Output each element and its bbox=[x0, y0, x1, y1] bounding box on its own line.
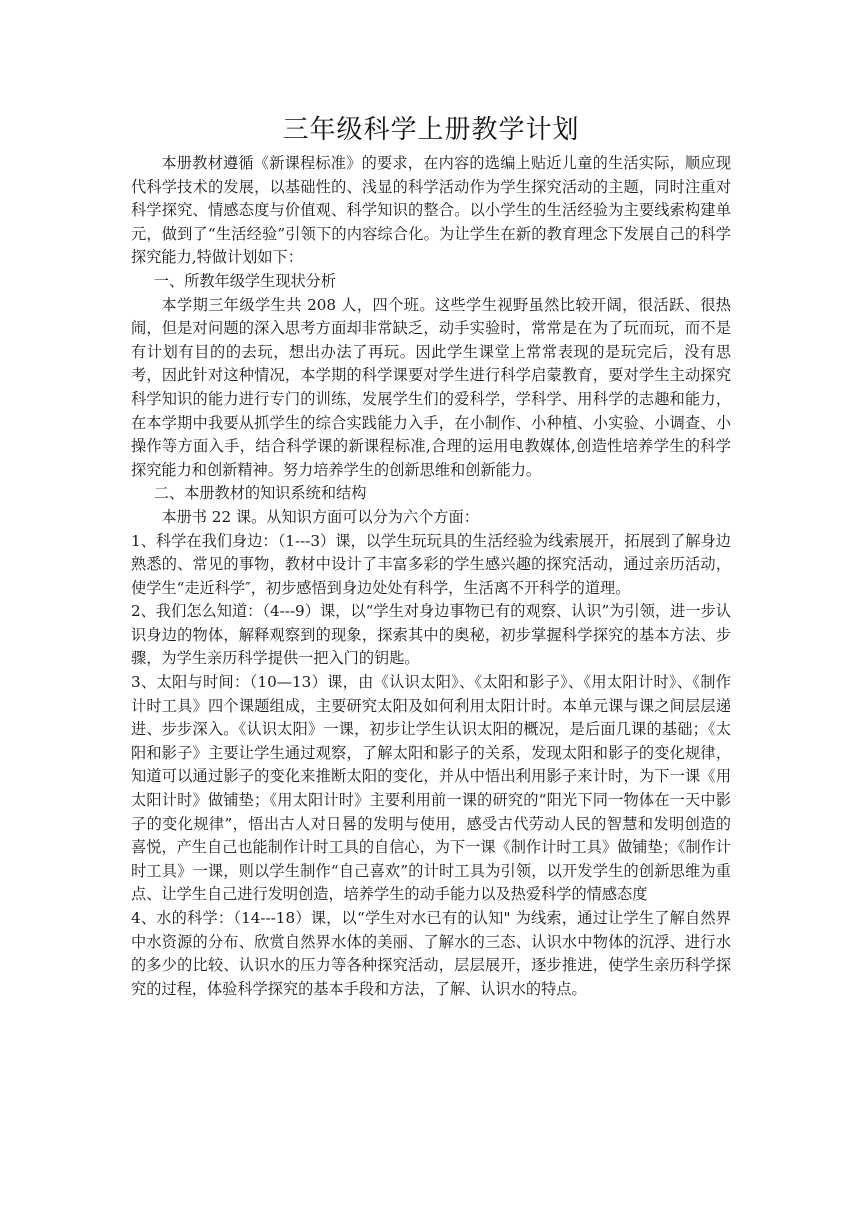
section-1-paragraph: 本学期三年级学生共 208 人，四个班。这些学生视野虽然比较开阔，很活跃、很热闹，但是对问题的深入思考方面却非常缺乏，动手实验时，常常是在为了玩而玩，而不是有计划有目的的去玩，想出办法了再玩。因此学生课堂上常常表现的是玩完后，没有思考，因此针对这种情况，本学期的科学课要对学生进行科学启蒙教育，要对学生主动探究科学知识的能力进行专门的训练，发展学生们的爱科学，学科学、用科学的志趣和能力，在本学期中我要从抓学生的综合实践能力入手，在小制作、小种植、小实验、小调查、小操作等方面入手，结合科学课的新课程标准,合理的运用电教媒体,创造性培养学生的科学探究能力和创新精神。努力培养学生的创新思维和创新能力。 bbox=[131, 295, 731, 479]
list-item-1: 1、科学在我们身边：（1---3）课，以学生玩玩具的生活经验为线索展开，拓展到了解身边熟悉的、常见的事物，教材中设计了丰富多彩的学生感兴趣的探究活动，通过亲历活动，使学生“走近科学″，初步感悟到身边处处有科学，生活离不开科学的道理。 bbox=[131, 531, 731, 597]
list-item-3: 3、太阳与时间：（10—13）课，由《认识太阳》、《太阳和影子》、《用太阳计时》、《制作计时工具》四个课题组成，主要研究太阳及如何利用太阳计时。本单元课与课之间层层递进、步步深入。《认识太阳》一课，初步让学生认识太阳的概况，是后面几课的基础；《太阳和影子》主要让学生通过观察，了解太阳和影子的关系，发现太阳和影子的变化规律，知道可以通过影子的变化来推断太阳的变化，并从中悟出利用影子来计时，为下一课《用太阳计时》做铺垫；《用太阳计时》主要利用前一课的研究的“阳光下同一物体在一天中影子的变化规律”，悟出古人对日晷的发明与使用，感受古代劳动人民的智慧和发明创造的喜悦，产生自己也能制作计时工具的自信心，为下一课《制作计时工具》做铺垫；《制作计时工具》一课，则以学生制作“自己喜欢”的计时工具为引领，以开发学生的创新思维为重点、让学生自己进行发明创造，培养学生的动手能力以及热爱科学的情感态度 bbox=[131, 673, 731, 904]
document-title: 三年级科学上册教学计划 bbox=[282, 115, 580, 145]
list-item-4: 4、水的科学：（14---18）课，以“学生对水已有的认知" 为线索，通过让学生了解自然界中水资源的分布、欣赏自然界水体的美丽、了解水的三态、认识水中物体的沉浮、进行水的多少的比较、认识水的压力等各种探究活动，层层展开，逐步推进，使学生亲历科学探究的过程，体验科学探究的基本手段和方法，了解、认识水的特点。 bbox=[131, 909, 731, 998]
document-body bbox=[131, 112, 731, 1001]
section-2-intro: 本册书 22 课。从知识方面可以分为六个方面： bbox=[161, 507, 479, 526]
section-2-heading: 二、本册教材的知识系统和结构 bbox=[153, 484, 367, 503]
intro-paragraph: 本册教材遵循《新课程标准》的要求，在内容的选编上贴近儿童的生活实际，顺应现代科学技术的发展，以基础性的、浅显的科学活动作为学生探究活动的主题，同时注重对科学探究、情感态度与价值观、科学知识的整合。以小学生的生活经验为主要线索构建单元，做到了“生活经验”引领下的内容综合化。为让学生在新的教育理念下发展自己的科学探究能力,特做计划如下： bbox=[131, 154, 731, 267]
list-item-2: 2、我们怎么知道：（4---9）课，以“学生对身边事物已有的观察、认识”为引领，进一步认识身边的物体，解释观察到的现象，探索其中的奥秘，初步掌握科学探究的基本方法、步骤，为学生亲历科学提供一把入门的钥匙。 bbox=[131, 602, 731, 668]
section-1-heading: 一、所教年级学生现状分析 bbox=[153, 271, 337, 290]
